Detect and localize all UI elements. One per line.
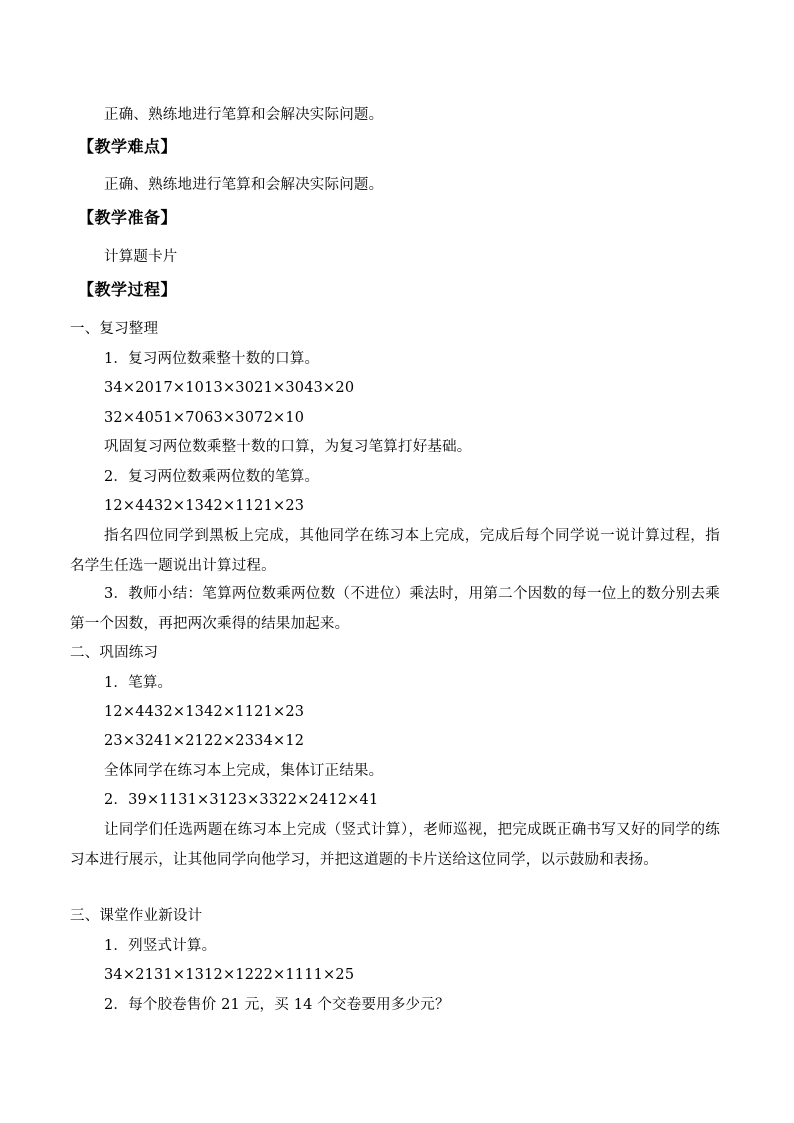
math-expression: 12×4432×1342×1121×23 [104,498,305,514]
paragraph: 让同学们任选两题在练习本上完成（竖式计算），老师巡视，把完成既正确书写又好的同学的练习本进行展示，让其他同学向他学习，并把这道题的卡片送给这位同学，以示鼓励和表扬。 [70,822,720,868]
paragraph: 指名四位同学到黑板上完成，其他同学在练习本上完成，完成后每个同学说一说计算过程，指名学生任选一题说出计算过程。 [70,528,720,574]
text-line: 计算题卡片 [104,249,178,265]
text-line: 2．复习两位数乘两位数的笔算。 [104,469,320,485]
subsection-title-homework: 三、课堂作业新设计 [70,908,203,924]
text-line: 1．列竖式计算。 [104,938,217,954]
math-expression: 23×3241×2122×2334×12 [104,733,305,749]
text-line: 2．每个胶卷售价 21 元，买 14 个交卷要用多少元？ [104,997,450,1013]
math-expression: 12×4432×1342×1121×23 [104,704,305,720]
section-heading-preparation: 【教学准备】 [78,208,178,227]
text-line: 正确、熟练地进行笔算和会解决实际问题。 [104,177,384,193]
math-expression: 2．39×1131×3123×3322×2412×41 [104,792,379,808]
text-line: 正确、熟练地进行笔算和会解决实际问题。 [104,107,384,123]
text-line: 1．笔算。 [104,675,173,691]
text-line: 1．复习两位数乘整十数的口算。 [104,351,320,367]
section-heading-difficulty: 【教学难点】 [78,137,178,156]
math-expression: 34×2131×1312×1222×1111×25 [104,967,355,983]
subsection-title-review: 一、复习整理 [70,321,159,337]
section-heading-process: 【教学过程】 [78,280,178,299]
text-line: 巩固复习两位数乘整十数的口算，为复习笔算打好基础。 [104,439,472,455]
math-expression: 32×4051×7063×3072×10 [104,410,305,426]
paragraph-teacher-summary: 3．教师小结：笔算两位数乘两位数（不进位）乘法时，用第二个因数的每一位上的数分别去乘第一个因数，再把两次乘得的结果加起来。 [70,586,720,632]
text-line: 全体同学在练习本上完成，集体订正结果。 [104,763,384,779]
subsection-title-practice: 二、巩固练习 [70,645,159,661]
math-expression: 34×2017×1013×3021×3043×20 [104,380,355,396]
